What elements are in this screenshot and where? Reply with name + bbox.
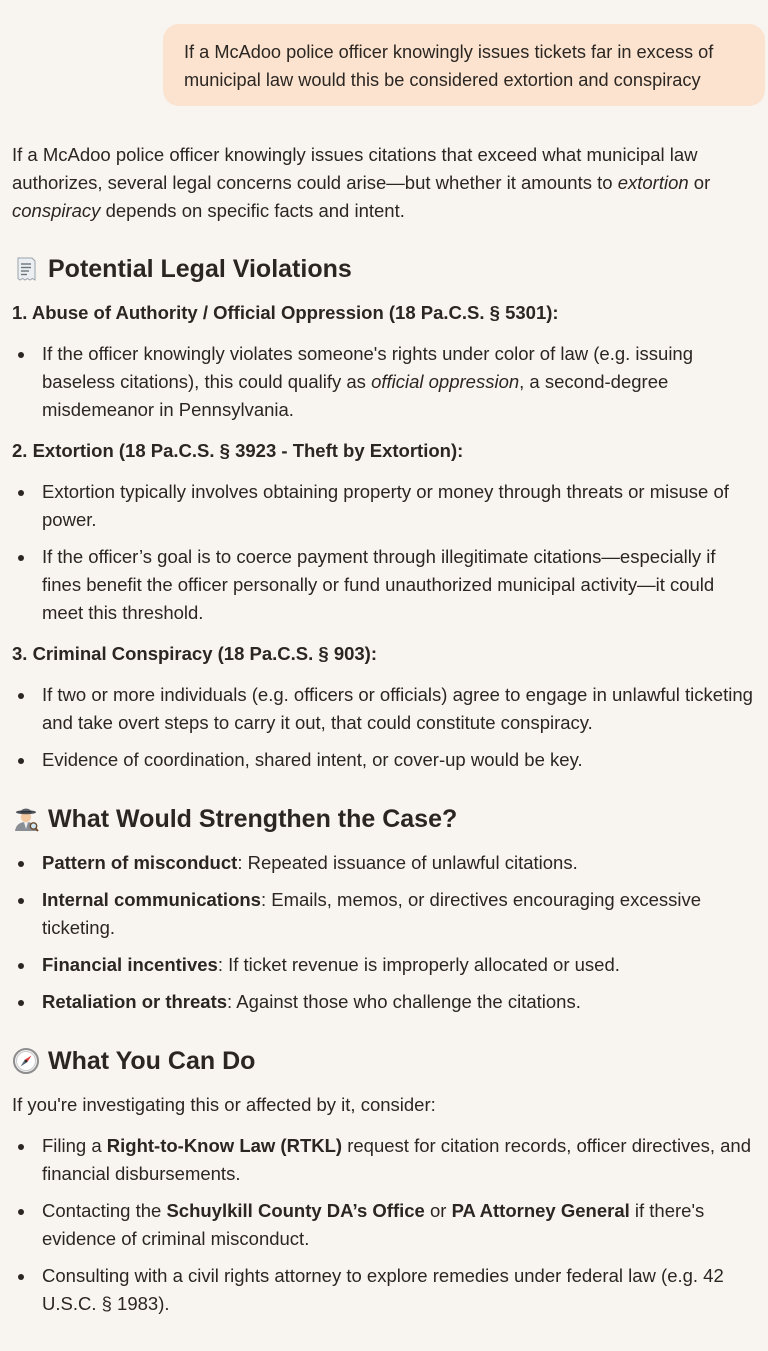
list-conspiracy [12, 681, 758, 774]
list-item-bold: Pattern of misconduct [42, 852, 238, 873]
list-item-bold: Financial incentives [42, 954, 218, 975]
list-item: Evidence of coordination, shared intent, or cover-up would be key. [12, 746, 758, 774]
user-message-text: If a McAdoo police officer knowingly issues tickets far in excess of municipal law would this be considered extortion and conspiracy [184, 42, 714, 90]
list-item-bold: Internal communications [42, 889, 261, 910]
what-you-can-do-intro: If you're investigating this or affected by it, consider: [12, 1094, 436, 1115]
list-item-bold: PA Attorney General [451, 1200, 630, 1221]
detective-icon [12, 805, 40, 833]
list-strengthen-case [12, 849, 758, 1016]
intro-text-3: depends on specific facts and intent. [100, 200, 405, 221]
list-item-text: , a second-degree misdemeanor in Pennsylvania. [42, 371, 669, 420]
heading-text: What You Can Do [48, 1047, 256, 1075]
list-item-text: or [424, 1200, 452, 1221]
list-item [12, 988, 758, 1016]
list-item-text: Contacting the [42, 1200, 167, 1221]
list-abuse-of-authority [12, 340, 758, 424]
list-item: Extortion typically involves obtaining property or money through threats or misuse of power. [12, 478, 758, 534]
intro-text-2: or [688, 172, 711, 193]
heading-potential-violations [12, 253, 758, 285]
list-item: If the officer’s goal is to coerce payment through illegitimate citations—especially if fines benefit the officer personally or fund unauthorized municipal activity—it could meet this threshold. [12, 543, 758, 627]
list-item [12, 1197, 758, 1253]
list-item-text: : If ticket revenue is improperly allocated or used. [217, 954, 620, 975]
list-item [12, 849, 758, 877]
em-official-oppression: official oppression [371, 371, 520, 392]
list-item-bold: Retaliation or threats [42, 991, 228, 1012]
subheading-conspiracy: 3. Criminal Conspiracy (18 Pa.C.S. § 903): [12, 643, 378, 664]
subheading-extortion: 2. Extortion (18 Pa.C.S. § 3923 - Theft by Extortion): [12, 440, 464, 461]
intro-paragraph [12, 141, 758, 225]
assistant-response [12, 141, 758, 1318]
receipt-icon [12, 255, 40, 283]
user-message-bubble [163, 24, 765, 106]
list-item [12, 951, 758, 979]
intro-text-1: If a McAdoo police officer knowingly issues citations that exceed what municipal law authorizes, several legal concerns could arise—but whether it amounts to [12, 144, 698, 193]
list-item-text: : Against those who challenge the citations. [227, 991, 581, 1012]
intro-em-conspiracy: conspiracy [12, 200, 101, 221]
list-item-bold: Schuylkill County DA’s Office [166, 1200, 425, 1221]
heading-what-you-can-do [12, 1045, 758, 1077]
heading-text: Potential Legal Violations [48, 255, 352, 283]
list-what-you-can-do [12, 1132, 758, 1318]
heading-text: What Would Strengthen the Case? [48, 805, 458, 833]
list-item-bold: Right-to-Know Law (RTKL) [106, 1135, 343, 1156]
list-item-text: Filing a [42, 1135, 107, 1156]
list-item: If two or more individuals (e.g. officers or officials) agree to engage in unlawful ticketing and take overt steps to carry it out, that could constitute conspiracy. [12, 681, 758, 737]
heading-strengthen-case [12, 803, 758, 835]
intro-em-extortion: extortion [617, 172, 689, 193]
list-item [12, 1132, 758, 1188]
list-item [12, 886, 758, 942]
list-item-text: if there's evidence of criminal misconduct. [42, 1200, 705, 1249]
compass-icon [12, 1047, 40, 1075]
subheading-abuse-of-authority: 1. Abuse of Authority / Official Oppression (18 Pa.C.S. § 5301): [12, 302, 559, 323]
list-extortion [12, 478, 758, 627]
list-item: Consulting with a civil rights attorney to explore remedies under federal law (e.g. 42 U.S.C. § 1983). [12, 1262, 758, 1318]
list-item [12, 340, 758, 424]
list-item-text: request for citation records, officer directives, and financial disbursements. [42, 1135, 751, 1184]
list-item-text: : Repeated issuance of unlawful citations. [237, 852, 578, 873]
list-item-text: : Emails, memos, or directives encouraging excessive ticketing. [42, 889, 702, 938]
list-item-text: If the officer knowingly violates someone's rights under color of law (e.g. issuing baseless citations), this could qualify as [42, 343, 694, 392]
